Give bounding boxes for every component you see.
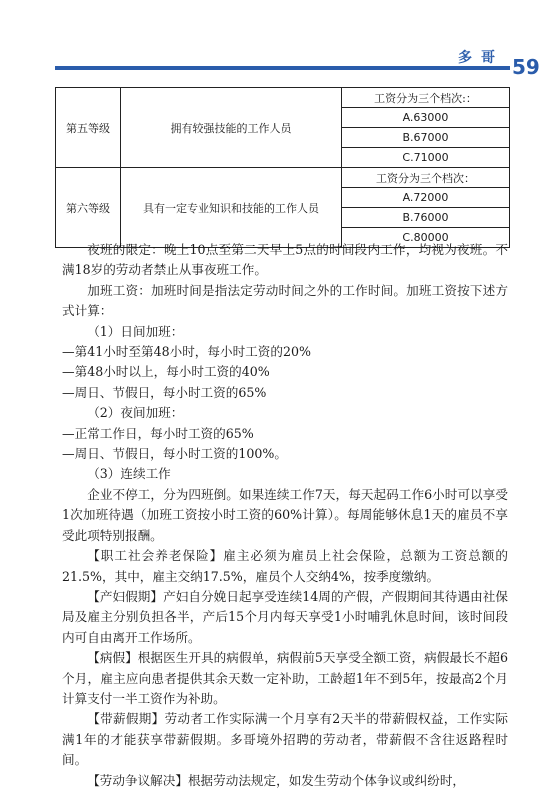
paragraph-overtime: 加班工资：加班时间是指法定劳动时间之外的工作时间。加班工资按下述方式计算： [62,282,508,319]
salary-option-cell: A.72000 [342,188,510,208]
paragraph-pension-insurance: 【职工社会养老保险】雇主必须为雇员上社会保险，总额为工资总额的21.5%，其中，雇主交纳17.5%，雇员个人交纳4%，按季度缴纳。 [62,548,508,584]
salary-option-cell: B.76000 [342,208,510,228]
salary-note-cell: 工资分为三个档次:： [342,88,510,108]
paragraph-night-shift: 夜班的限定：晚上10点至第二天早上5点的时间段内工作，均视为夜班。不满18岁的劳动者禁止从事夜班工作。 [62,242,508,278]
paragraph-maternity-leave: 【产妇假期】产妇自分娩日起享受连续14周的产假，产假期间其待遇由社保局及雇主分别负担各半，产后15个月内每天享受1小时哺乳休息时间，该时间段内可自由离开工作场所。 [62,588,508,645]
header-rule [55,66,510,70]
salary-option-cell: B.67000 [342,128,510,148]
list-item: —周日、节假日，每小时工资的100%。 [62,446,287,462]
salary-option-cell: C.71000 [342,148,510,168]
subheading-night-overtime: （2）夜间加班： [87,405,184,421]
list-item: —周日、节假日，每小时工资的65% [62,384,267,400]
table-row [56,88,510,108]
description-cell: 具有一定专业知识和技能的工作人员 [121,168,342,248]
paragraph-sick-leave: 【病假】根据医生开具的病假单，病假前5天享受全额工资，病假最长不超6个月，雇主应向患者提供其余天数一定补助，工龄超1年不到5年，按最高2个月计算支付一半工资作为补助。 [62,650,508,706]
salary-grade-table [55,87,510,248]
list-item: —第48小时以上，每小时工资的40% [62,364,270,380]
list-item: —第41小时至第48小时，每小时工资的20% [62,344,311,360]
paragraph-labor-dispute: 【劳动争议解决】根据劳动法规定，如发生劳动个体争议或纠纷时， [87,772,465,788]
page-number: 59 [512,55,540,79]
subheading-daytime-overtime: （1）日间加班： [87,323,184,339]
page-header [0,0,559,80]
description-cell: 拥有较强技能的工作人员 [121,88,342,168]
salary-option-cell: C.80000 [342,228,510,248]
subheading-continuous-work: （3）连续工作 [87,466,171,482]
grade-cell: 第五等级 [56,88,121,168]
grade-cell: 第六等级 [56,168,121,248]
paragraph-continuous-work: 企业不停工，分为四班倒。如果连续工作7天，每天起码工作6小时可以享受1次加班待遇（加班工资按小时工资的60%计算）。每周能够休息1天的雇员不享受此项特别报酬。 [62,486,508,543]
running-title: 多哥 [458,50,504,66]
salary-note-cell: 工资分为三个档次： [342,168,510,188]
paragraph-paid-leave: 【带薪假期】劳动者工作实际满一个月享有2天半的带薪假权益，工作实际满1年的才能获享带薪假期。多哥境外招聘的劳动者，带薪假不含往返路程时间。 [62,711,508,768]
body-text [62,240,508,791]
salary-option-cell: A.63000 [342,108,510,128]
list-item: —正常工作日，每小时工资的65% [62,425,254,441]
table-row [56,168,510,188]
